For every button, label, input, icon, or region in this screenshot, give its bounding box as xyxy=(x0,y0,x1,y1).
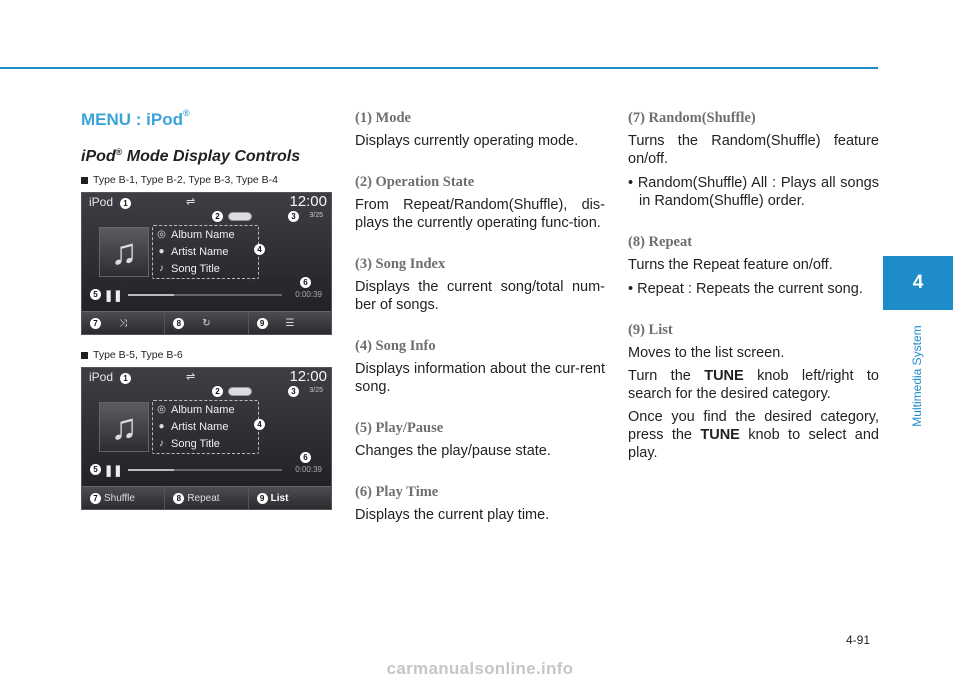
square-bullet-icon xyxy=(81,177,88,184)
column-middle xyxy=(355,108,605,524)
album-icon: ◎ xyxy=(157,404,166,415)
song-row: ♪ Song Title xyxy=(153,435,258,452)
progress-fill xyxy=(128,469,174,471)
clock: 12:00 xyxy=(289,368,327,385)
header-rule xyxy=(0,67,878,69)
menu-title: MENU : iPod® xyxy=(81,108,190,129)
progress-bar xyxy=(128,469,282,471)
person-icon: ● xyxy=(158,421,165,432)
section-repeat-title: (8) Repeat xyxy=(628,234,693,250)
usb-icon: ⇌ xyxy=(186,196,196,208)
list-button[interactable]: 9 List xyxy=(249,487,331,509)
album-row: ◎ Album Name xyxy=(157,403,235,416)
callout-9: 9 xyxy=(257,318,268,329)
mode-label: iPod xyxy=(89,370,114,384)
callout-2: 2 xyxy=(212,386,223,397)
callout-8: 8 xyxy=(173,318,184,329)
usb-icon: ⇌ xyxy=(186,371,196,383)
callout-5: 5 xyxy=(90,464,101,475)
ipod-screen-2 xyxy=(81,367,332,510)
repeat-button[interactable] xyxy=(165,312,248,334)
song-row: ♪ Song Title xyxy=(153,260,258,277)
section-repeat-text: Turns the Repeat feature on/off. xyxy=(628,257,833,273)
section-info-title: (4) Song Info xyxy=(355,338,436,354)
callout-6: 6 xyxy=(300,277,311,288)
callout-5: 5 xyxy=(90,289,101,300)
callout-6: 6 xyxy=(300,452,311,463)
column-right xyxy=(628,108,879,462)
callout-4: 4 xyxy=(254,244,265,255)
callout-3: 3 xyxy=(288,386,299,397)
section-operation-text: From Repeat/Random(Shuffle), dis-plays the currently operating func-tion. xyxy=(355,197,605,231)
section-index-text: Displays the current song/total num-ber of songs. xyxy=(355,279,605,313)
callout-4: 4 xyxy=(254,419,265,430)
callout-8: 8 xyxy=(173,493,184,504)
section-random-text: Turns the Random(Shuffle) feature on/off. xyxy=(628,133,879,167)
type-note-1: Type B-1, Type B-2, Type B-3, Type B-4 xyxy=(81,174,333,186)
song-index: 3/25 xyxy=(309,387,323,394)
callout-1: 1 xyxy=(120,373,131,384)
operation-state-icon xyxy=(228,212,252,221)
repeat-icon: ↻ xyxy=(202,317,211,329)
column-left xyxy=(81,108,333,510)
album-row: ◎ Album Name xyxy=(157,228,235,241)
section-playpause-text: Changes the play/pause state. xyxy=(355,443,551,459)
callout-7: 7 xyxy=(90,493,101,504)
control-bar xyxy=(82,311,331,334)
ipod-screen-1 xyxy=(81,192,332,335)
section-operation-title: (2) Operation State xyxy=(355,174,475,190)
chapter-tab: 4 xyxy=(883,256,953,310)
play-time: 0:00:39 xyxy=(295,290,322,299)
section-subtitle: iPod® Mode Display Controls xyxy=(81,147,301,165)
section-index-title: (3) Song Index xyxy=(355,256,446,272)
section-info-text: Displays information about the cur-rent song. xyxy=(355,361,605,395)
section-list-p3: Once you find the desired category, press the TUNE knob to select and play. xyxy=(628,409,879,461)
person-icon: ● xyxy=(158,246,165,257)
section-repeat-bullet: • Repeat : Repeats the current song. xyxy=(628,281,863,297)
section-random-bullet: • Random(Shuffle) All : Plays all songs in Random(Shuffle) order. xyxy=(628,175,879,209)
shuffle-button[interactable]: 7 Shuffle xyxy=(82,487,165,509)
repeat-button[interactable]: 8 Repeat xyxy=(165,487,248,509)
pause-icon[interactable]: ❚❚ xyxy=(104,290,123,302)
note-icon: ♪ xyxy=(159,438,164,449)
list-button[interactable] xyxy=(249,312,331,334)
progress-bar xyxy=(128,294,282,296)
page-number: 4-91 xyxy=(846,633,871,647)
section-list-p2: Turn the TUNE knob left/right to search for the desired category. xyxy=(628,368,879,402)
type-note-2: Type B-5, Type B-6 xyxy=(81,349,333,361)
clock: 12:00 xyxy=(289,193,327,210)
shuffle-icon: ⤨ xyxy=(119,317,128,329)
section-mode-text: Displays currently operating mode. xyxy=(355,133,579,149)
song-index: 3/25 xyxy=(309,212,323,219)
chapter-label: Multimedia System xyxy=(910,325,924,427)
play-time: 0:00:39 xyxy=(295,465,322,474)
note-icon: ♪ xyxy=(159,263,164,274)
song-info-box xyxy=(152,400,259,454)
section-mode-title: (1) Mode xyxy=(355,110,411,126)
pause-icon[interactable]: ❚❚ xyxy=(104,465,123,477)
callout-7: 7 xyxy=(90,318,101,329)
album-art-music-icon: ♫ xyxy=(99,402,149,452)
section-playtime-text: Displays the current play time. xyxy=(355,507,550,523)
square-bullet-icon xyxy=(81,352,88,359)
section-list-title: (9) List xyxy=(628,322,673,338)
mode-label: iPod xyxy=(89,195,114,209)
album-art-music-icon: ♫ xyxy=(99,227,149,277)
section-list-text: Moves to the list screen. xyxy=(628,345,785,361)
section-playtime-title: (6) Play Time xyxy=(355,484,439,500)
callout-9: 9 xyxy=(257,493,268,504)
song-info-box xyxy=(152,225,259,279)
artist-row: ● Artist Name xyxy=(153,418,258,435)
progress-fill xyxy=(128,294,174,296)
shuffle-button[interactable] xyxy=(82,312,165,334)
callout-1: 1 xyxy=(120,198,131,209)
section-playpause-title: (5) Play/Pause xyxy=(355,420,444,436)
watermark: carmanualsonline.info xyxy=(386,659,574,678)
control-bar xyxy=(82,486,331,509)
album-icon: ◎ xyxy=(157,229,166,240)
operation-state-icon xyxy=(228,387,252,396)
callout-3: 3 xyxy=(288,211,299,222)
section-random-title: (7) Random(Shuffle) xyxy=(628,110,756,126)
callout-2: 2 xyxy=(212,211,223,222)
list-icon: ☰ xyxy=(285,317,295,329)
artist-row: ● Artist Name xyxy=(153,243,258,260)
